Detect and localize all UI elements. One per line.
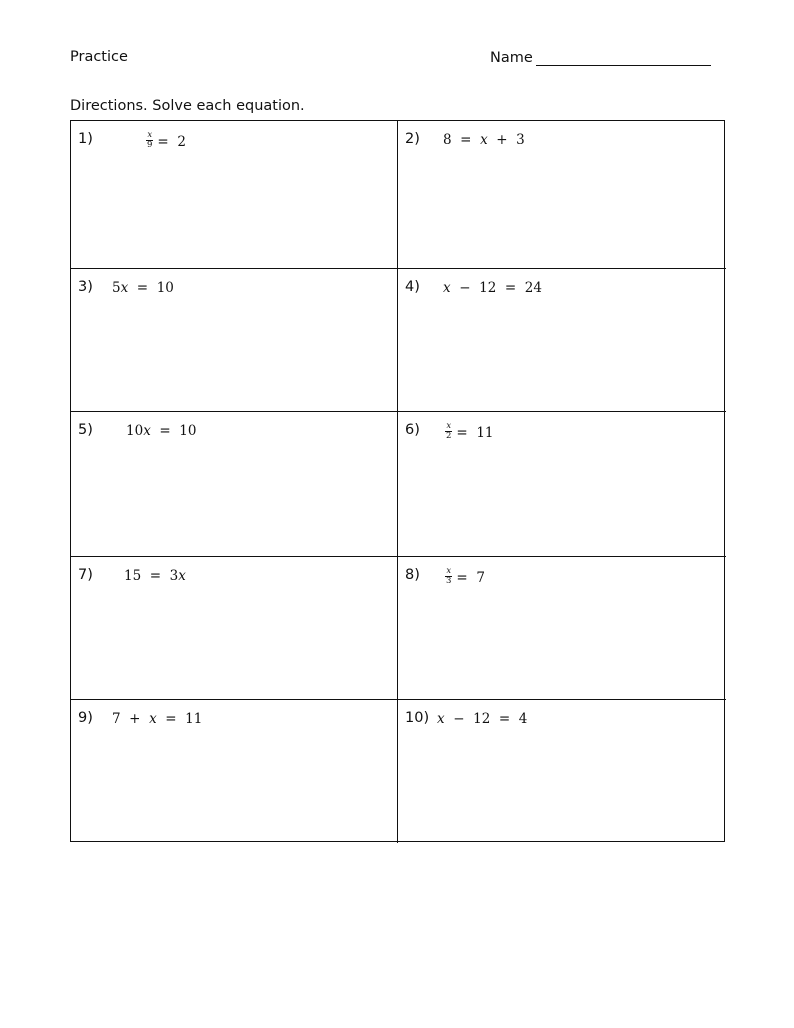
problem-number: 1)	[78, 131, 93, 147]
name-field	[490, 49, 711, 66]
equation-term: 15 = 3	[124, 568, 179, 584]
problem-number: 8)	[405, 567, 420, 583]
equation-rest: = 7	[456, 569, 485, 586]
problem-number: 2)	[405, 131, 420, 147]
problem-number: 4)	[405, 279, 420, 295]
fraction-denominator: 3	[446, 576, 452, 586]
equation-variable: x	[120, 280, 129, 296]
equation-variable: x	[437, 711, 445, 727]
problem-equation	[112, 279, 174, 296]
equation-rest: = 11	[456, 424, 494, 441]
problem-equation	[445, 567, 485, 587]
problem-number: 10)	[405, 710, 430, 726]
problem-cell-6[interactable]	[398, 412, 726, 557]
problem-cell-3[interactable]	[71, 269, 398, 412]
equation-term: 7 +	[112, 711, 150, 727]
problem-grid	[70, 120, 725, 842]
equation-variable: x	[143, 423, 151, 439]
fraction	[445, 422, 452, 441]
problem-equation	[443, 279, 542, 296]
equation-term: − 12 = 24	[450, 280, 542, 296]
fraction	[146, 131, 153, 150]
problem-cell-8[interactable]	[398, 557, 726, 700]
problem-equation	[443, 131, 525, 148]
equation-term: − 12 = 4	[444, 711, 528, 727]
problem-number: 7)	[78, 567, 93, 583]
equation-term: 10	[126, 423, 144, 439]
name-label: Name	[490, 50, 533, 66]
equation-term: 5	[112, 280, 121, 296]
fraction	[445, 567, 452, 586]
directions-text: Directions. Solve each equation.	[70, 98, 305, 114]
name-blank-line[interactable]	[536, 49, 711, 66]
problem-cell-4[interactable]	[398, 269, 726, 412]
equation-term: + 3	[487, 132, 525, 148]
problem-number: 3)	[78, 279, 93, 295]
problem-cell-1[interactable]	[71, 121, 398, 269]
problem-cell-2[interactable]	[398, 121, 726, 269]
problem-number: 5)	[78, 422, 93, 438]
equation-variable: x	[178, 568, 186, 584]
problem-equation	[146, 131, 186, 151]
problem-cell-10[interactable]	[398, 700, 726, 843]
fraction-denominator: 9	[147, 140, 153, 150]
problem-equation	[112, 710, 202, 727]
practice-label: Practice	[70, 49, 128, 65]
problem-cell-9[interactable]	[71, 700, 398, 843]
problem-equation	[126, 422, 196, 439]
fraction-numerator: x	[446, 421, 452, 431]
fraction-numerator: x	[446, 566, 452, 576]
equation-term: = 10	[150, 423, 197, 439]
problem-number: 6)	[405, 422, 420, 438]
equation-variable: x	[149, 711, 157, 727]
equation-term: = 10	[128, 280, 174, 296]
equation-variable: x	[480, 132, 488, 148]
equation-variable: x	[443, 280, 451, 296]
problem-equation	[445, 422, 494, 442]
fraction-numerator: x	[147, 130, 153, 140]
problem-equation	[437, 710, 527, 727]
problem-equation	[124, 567, 186, 584]
problem-cell-7[interactable]	[71, 557, 398, 700]
equation-term: = 11	[156, 711, 203, 727]
problem-number: 9)	[78, 710, 93, 726]
fraction-denominator: 2	[446, 431, 452, 441]
problem-cell-5[interactable]	[71, 412, 398, 557]
equation-term: 8 =	[443, 132, 481, 148]
equation-rest: = 2	[157, 133, 186, 150]
